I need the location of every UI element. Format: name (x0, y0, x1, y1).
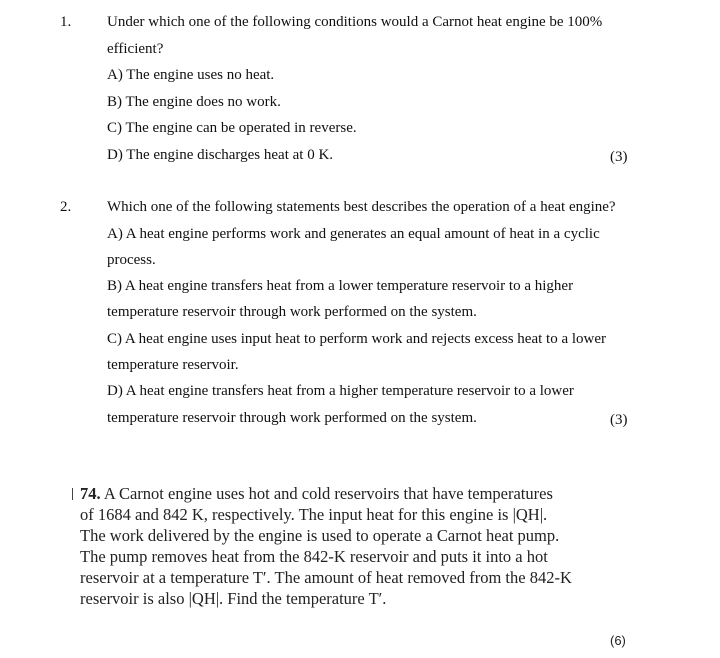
problem-line-6: reservoir is also |QH|. Find the temperature T′. (80, 589, 387, 608)
marks-label: (6) (610, 633, 626, 648)
option-c-cont: temperature reservoir. (107, 357, 239, 373)
problem-text: A Carnot engine uses hot and cold reservoirs that have temperatures (100, 484, 553, 503)
marks-label: (3) (610, 149, 628, 165)
problem-number: 74. (80, 484, 101, 503)
marks-label: (3) (610, 412, 628, 428)
option-a: A) The engine uses no heat. (107, 67, 275, 83)
option-a: A) A heat engine performs work and generates an equal amount of heat in a cyclic (107, 226, 600, 242)
option-b-cont: temperature reservoir through work performed on the system. (107, 304, 477, 320)
problem-line-5: reservoir at a temperature T′. The amount of heat removed from the 842-K (80, 568, 572, 587)
question-stem: efficient? (107, 41, 164, 57)
question-stem: Which one of the following statements best describes the operation of a heat engine? (107, 199, 616, 215)
option-c: C) A heat engine uses input heat to perform work and rejects excess heat to a lower (107, 331, 607, 347)
problem-line-3: The work delivered by the engine is used to operate a Carnot heat pump. (80, 526, 560, 545)
question-stem: Under which one of the following conditions would a Carnot heat engine be 100% (107, 14, 603, 30)
question-number: 1. (60, 14, 72, 30)
question-number: 2. (60, 199, 72, 215)
option-c: C) The engine can be operated in reverse. (107, 120, 357, 136)
problem-line-1 (80, 484, 553, 504)
margin-tick (72, 488, 73, 500)
option-b: B) A heat engine transfers heat from a lower temperature reservoir to a higher (107, 278, 574, 294)
option-a-cont: process. (107, 252, 156, 268)
option-d-cont: temperature reservoir through work performed on the system. (107, 410, 477, 426)
option-d: D) A heat engine transfers heat from a higher temperature reservoir to a lower (107, 383, 574, 399)
option-d: D) The engine discharges heat at 0 K. (107, 147, 334, 163)
option-b: B) The engine does no work. (107, 94, 281, 110)
problem-line-2: of 1684 and 842 K, respectively. The input heat for this engine is |QH|. (80, 505, 548, 524)
problem-line-4: The pump removes heat from the 842-K reservoir and puts it into a hot (80, 547, 548, 566)
